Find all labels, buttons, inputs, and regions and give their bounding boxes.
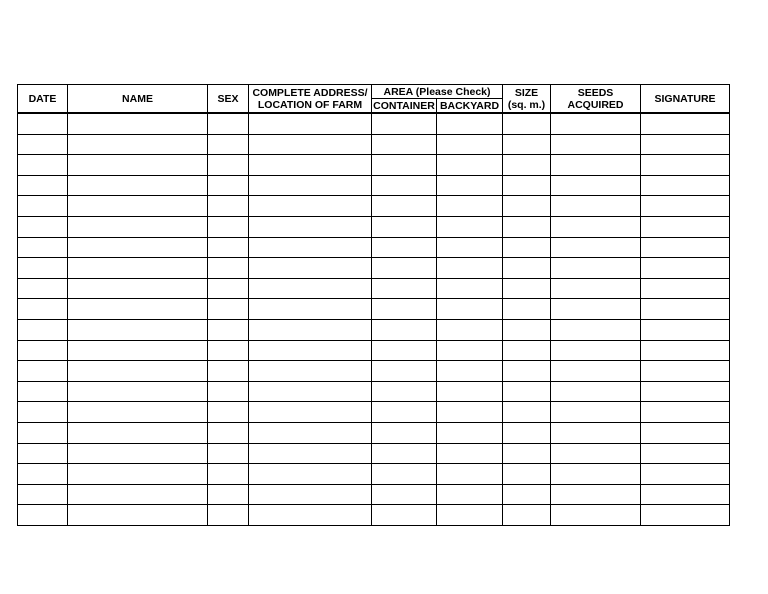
cell-date[interactable] — [18, 175, 68, 196]
log-table — [17, 84, 730, 526]
cell-date[interactable] — [18, 196, 68, 217]
cell-size[interactable] — [503, 299, 551, 320]
cell-name[interactable] — [68, 299, 208, 320]
cell-date[interactable] — [18, 484, 68, 505]
cell-address[interactable] — [249, 505, 372, 526]
cell-date[interactable] — [18, 422, 68, 443]
cell-sex[interactable] — [208, 464, 249, 485]
cell-seeds[interactable] — [551, 113, 641, 134]
cell-signature[interactable] — [641, 361, 730, 382]
cell-sex[interactable] — [208, 361, 249, 382]
header-sex: SEX — [208, 85, 249, 114]
cell-address[interactable] — [249, 175, 372, 196]
cell-name[interactable] — [68, 278, 208, 299]
cell-size[interactable] — [503, 134, 551, 155]
cell-date[interactable] — [18, 340, 68, 361]
table-row — [18, 464, 730, 485]
table-row — [18, 155, 730, 176]
cell-container[interactable] — [372, 381, 437, 402]
cell-backyard[interactable] — [437, 175, 503, 196]
cell-seeds[interactable] — [551, 299, 641, 320]
cell-seeds[interactable] — [551, 278, 641, 299]
cell-seeds[interactable] — [551, 505, 641, 526]
header-date: DATE — [18, 85, 68, 114]
cell-address[interactable] — [249, 216, 372, 237]
cell-signature[interactable] — [641, 155, 730, 176]
header-area: AREA (Please Check) — [372, 85, 503, 99]
cell-address[interactable] — [249, 464, 372, 485]
cell-size[interactable] — [503, 443, 551, 464]
cell-backyard[interactable] — [437, 319, 503, 340]
cell-seeds[interactable] — [551, 134, 641, 155]
cell-address[interactable] — [249, 361, 372, 382]
cell-container[interactable] — [372, 505, 437, 526]
cell-address[interactable] — [249, 402, 372, 423]
cell-backyard[interactable] — [437, 422, 503, 443]
cell-sex[interactable] — [208, 505, 249, 526]
cell-size[interactable] — [503, 340, 551, 361]
cell-backyard[interactable] — [437, 278, 503, 299]
cell-container[interactable] — [372, 340, 437, 361]
cell-name[interactable] — [68, 464, 208, 485]
cell-date[interactable] — [18, 299, 68, 320]
cell-seeds[interactable] — [551, 464, 641, 485]
cell-date[interactable] — [18, 237, 68, 258]
cell-date[interactable] — [18, 216, 68, 237]
cell-signature[interactable] — [641, 196, 730, 217]
table-row — [18, 278, 730, 299]
header-seeds — [551, 85, 641, 114]
cell-name[interactable] — [68, 196, 208, 217]
header-container: CONTAINER — [373, 99, 435, 112]
cell-date[interactable] — [18, 134, 68, 155]
cell-name[interactable] — [68, 361, 208, 382]
cell-date[interactable] — [18, 319, 68, 340]
cell-signature[interactable] — [641, 113, 730, 134]
cell-container[interactable] — [372, 299, 437, 320]
cell-backyard[interactable] — [437, 196, 503, 217]
cell-date[interactable] — [18, 402, 68, 423]
cell-signature[interactable] — [641, 237, 730, 258]
table-row — [18, 402, 730, 423]
cell-date[interactable] — [18, 443, 68, 464]
cell-size[interactable] — [503, 381, 551, 402]
cell-name[interactable] — [68, 237, 208, 258]
cell-address[interactable] — [249, 340, 372, 361]
cell-sex[interactable] — [208, 422, 249, 443]
cell-signature[interactable] — [641, 402, 730, 423]
cell-seeds[interactable] — [551, 443, 641, 464]
cell-container[interactable] — [372, 484, 437, 505]
cell-name[interactable] — [68, 484, 208, 505]
table-row — [18, 258, 730, 279]
cell-backyard[interactable] — [437, 155, 503, 176]
cell-name[interactable] — [68, 258, 208, 279]
cell-container[interactable] — [372, 319, 437, 340]
cell-signature[interactable] — [641, 464, 730, 485]
cell-signature[interactable] — [641, 258, 730, 279]
cell-seeds[interactable] — [551, 319, 641, 340]
cell-date[interactable] — [18, 505, 68, 526]
cell-container[interactable] — [372, 175, 437, 196]
cell-sex[interactable] — [208, 340, 249, 361]
cell-name[interactable] — [68, 505, 208, 526]
cell-size[interactable] — [503, 361, 551, 382]
cell-address[interactable] — [249, 278, 372, 299]
table-row — [18, 381, 730, 402]
cell-address[interactable] — [249, 258, 372, 279]
cell-backyard[interactable] — [437, 361, 503, 382]
cell-name[interactable] — [68, 402, 208, 423]
cell-backyard[interactable] — [437, 113, 503, 134]
cell-sex[interactable] — [208, 381, 249, 402]
table-body — [18, 113, 730, 525]
cell-container[interactable] — [372, 278, 437, 299]
cell-container[interactable] — [372, 422, 437, 443]
cell-signature[interactable] — [641, 505, 730, 526]
cell-sex[interactable] — [208, 237, 249, 258]
cell-signature[interactable] — [641, 422, 730, 443]
cell-sex[interactable] — [208, 278, 249, 299]
cell-date[interactable] — [18, 155, 68, 176]
cell-seeds[interactable] — [551, 402, 641, 423]
cell-backyard[interactable] — [437, 464, 503, 485]
cell-container[interactable] — [372, 361, 437, 382]
cell-size[interactable] — [503, 216, 551, 237]
cell-container[interactable] — [372, 196, 437, 217]
cell-date[interactable] — [18, 464, 68, 485]
cell-signature[interactable] — [641, 278, 730, 299]
cell-name[interactable] — [68, 319, 208, 340]
table-row — [18, 361, 730, 382]
cell-name[interactable] — [68, 381, 208, 402]
header-address-line1: COMPLETE ADDRESS/ — [252, 86, 368, 99]
cell-size[interactable] — [503, 237, 551, 258]
cell-container[interactable] — [372, 216, 437, 237]
cell-date[interactable] — [18, 381, 68, 402]
cell-seeds[interactable] — [551, 422, 641, 443]
cell-address[interactable] — [249, 299, 372, 320]
cell-date[interactable] — [18, 278, 68, 299]
cell-seeds[interactable] — [551, 258, 641, 279]
cell-backyard[interactable] — [437, 237, 503, 258]
cell-date[interactable] — [18, 258, 68, 279]
cell-container[interactable] — [372, 134, 437, 155]
cell-seeds[interactable] — [551, 340, 641, 361]
cell-seeds[interactable] — [551, 155, 641, 176]
cell-name[interactable] — [68, 216, 208, 237]
cell-sex[interactable] — [208, 402, 249, 423]
cell-backyard[interactable] — [437, 134, 503, 155]
cell-signature[interactable] — [641, 381, 730, 402]
cell-backyard[interactable] — [437, 258, 503, 279]
cell-size[interactable] — [503, 505, 551, 526]
cell-signature[interactable] — [641, 319, 730, 340]
cell-signature[interactable] — [641, 299, 730, 320]
cell-seeds[interactable] — [551, 196, 641, 217]
cell-address[interactable] — [249, 134, 372, 155]
header-name: NAME — [68, 85, 208, 114]
cell-size[interactable] — [503, 258, 551, 279]
table-row — [18, 237, 730, 258]
cell-backyard[interactable] — [437, 484, 503, 505]
cell-address[interactable] — [249, 443, 372, 464]
table-row — [18, 175, 730, 196]
cell-name[interactable] — [68, 155, 208, 176]
cell-size[interactable] — [503, 464, 551, 485]
cell-container[interactable] — [372, 402, 437, 423]
header-backyard: BACKYARD — [437, 99, 503, 114]
header-address-line2: LOCATION OF FARM — [257, 98, 363, 111]
table-row — [18, 443, 730, 464]
table-row — [18, 196, 730, 217]
header-signature: SIGNATURE — [641, 85, 730, 114]
cell-backyard[interactable] — [437, 402, 503, 423]
cell-size[interactable] — [503, 319, 551, 340]
cell-seeds[interactable] — [551, 175, 641, 196]
cell-container[interactable] — [372, 258, 437, 279]
cell-name[interactable] — [68, 175, 208, 196]
cell-container[interactable] — [372, 443, 437, 464]
cell-sex[interactable] — [208, 196, 249, 217]
cell-sex[interactable] — [208, 484, 249, 505]
header-size-line1: SIZE — [514, 86, 539, 99]
cell-size[interactable] — [503, 113, 551, 134]
table-row — [18, 299, 730, 320]
cell-sex[interactable] — [208, 299, 249, 320]
table-header — [18, 85, 730, 114]
cell-name[interactable] — [68, 340, 208, 361]
cell-sex[interactable] — [208, 319, 249, 340]
cell-signature[interactable] — [641, 340, 730, 361]
cell-backyard[interactable] — [437, 381, 503, 402]
table-row — [18, 422, 730, 443]
header-size-line2: (sq. m.) — [507, 98, 546, 111]
cell-backyard[interactable] — [437, 340, 503, 361]
cell-address[interactable] — [249, 422, 372, 443]
cell-name[interactable] — [68, 134, 208, 155]
table-row — [18, 319, 730, 340]
cell-sex[interactable] — [208, 258, 249, 279]
cell-sex[interactable] — [208, 175, 249, 196]
cell-address[interactable] — [249, 319, 372, 340]
cell-container[interactable] — [372, 113, 437, 134]
cell-size[interactable] — [503, 155, 551, 176]
cell-size[interactable] — [503, 402, 551, 423]
cell-address[interactable] — [249, 237, 372, 258]
cell-size[interactable] — [503, 196, 551, 217]
cell-address[interactable] — [249, 484, 372, 505]
table-row — [18, 113, 730, 134]
cell-address[interactable] — [249, 381, 372, 402]
cell-seeds[interactable] — [551, 361, 641, 382]
cell-seeds[interactable] — [551, 484, 641, 505]
table-row — [18, 505, 730, 526]
table-row — [18, 340, 730, 361]
cell-seeds[interactable] — [551, 237, 641, 258]
cell-sex[interactable] — [208, 113, 249, 134]
header-address — [249, 85, 372, 114]
cell-size[interactable] — [503, 278, 551, 299]
header-seeds-line2: ACQUIRED — [567, 98, 624, 111]
table-row — [18, 134, 730, 155]
cell-address[interactable] — [249, 155, 372, 176]
cell-name[interactable] — [68, 443, 208, 464]
cell-date[interactable] — [18, 113, 68, 134]
cell-address[interactable] — [249, 196, 372, 217]
header-seeds-line1: SEEDS — [577, 86, 614, 99]
cell-signature[interactable] — [641, 443, 730, 464]
cell-backyard[interactable] — [437, 443, 503, 464]
cell-seeds[interactable] — [551, 216, 641, 237]
cell-backyard[interactable] — [437, 299, 503, 320]
cell-backyard[interactable] — [437, 216, 503, 237]
cell-container[interactable] — [372, 155, 437, 176]
cell-date[interactable] — [18, 361, 68, 382]
cell-address[interactable] — [249, 113, 372, 134]
cell-sex[interactable] — [208, 443, 249, 464]
cell-size[interactable] — [503, 175, 551, 196]
table-row — [18, 484, 730, 505]
cell-signature[interactable] — [641, 134, 730, 155]
cell-container[interactable] — [372, 237, 437, 258]
table-row — [18, 216, 730, 237]
cell-size[interactable] — [503, 422, 551, 443]
cell-sex[interactable] — [208, 155, 249, 176]
cell-name[interactable] — [68, 422, 208, 443]
cell-size[interactable] — [503, 484, 551, 505]
cell-name[interactable] — [68, 113, 208, 134]
cell-sex[interactable] — [208, 216, 249, 237]
header-size — [503, 85, 551, 114]
cell-backyard[interactable] — [437, 505, 503, 526]
cell-container[interactable] — [372, 464, 437, 485]
cell-signature[interactable] — [641, 175, 730, 196]
seed-distribution-log-form — [17, 84, 729, 526]
cell-signature[interactable] — [641, 216, 730, 237]
cell-signature[interactable] — [641, 484, 730, 505]
cell-sex[interactable] — [208, 134, 249, 155]
cell-seeds[interactable] — [551, 381, 641, 402]
